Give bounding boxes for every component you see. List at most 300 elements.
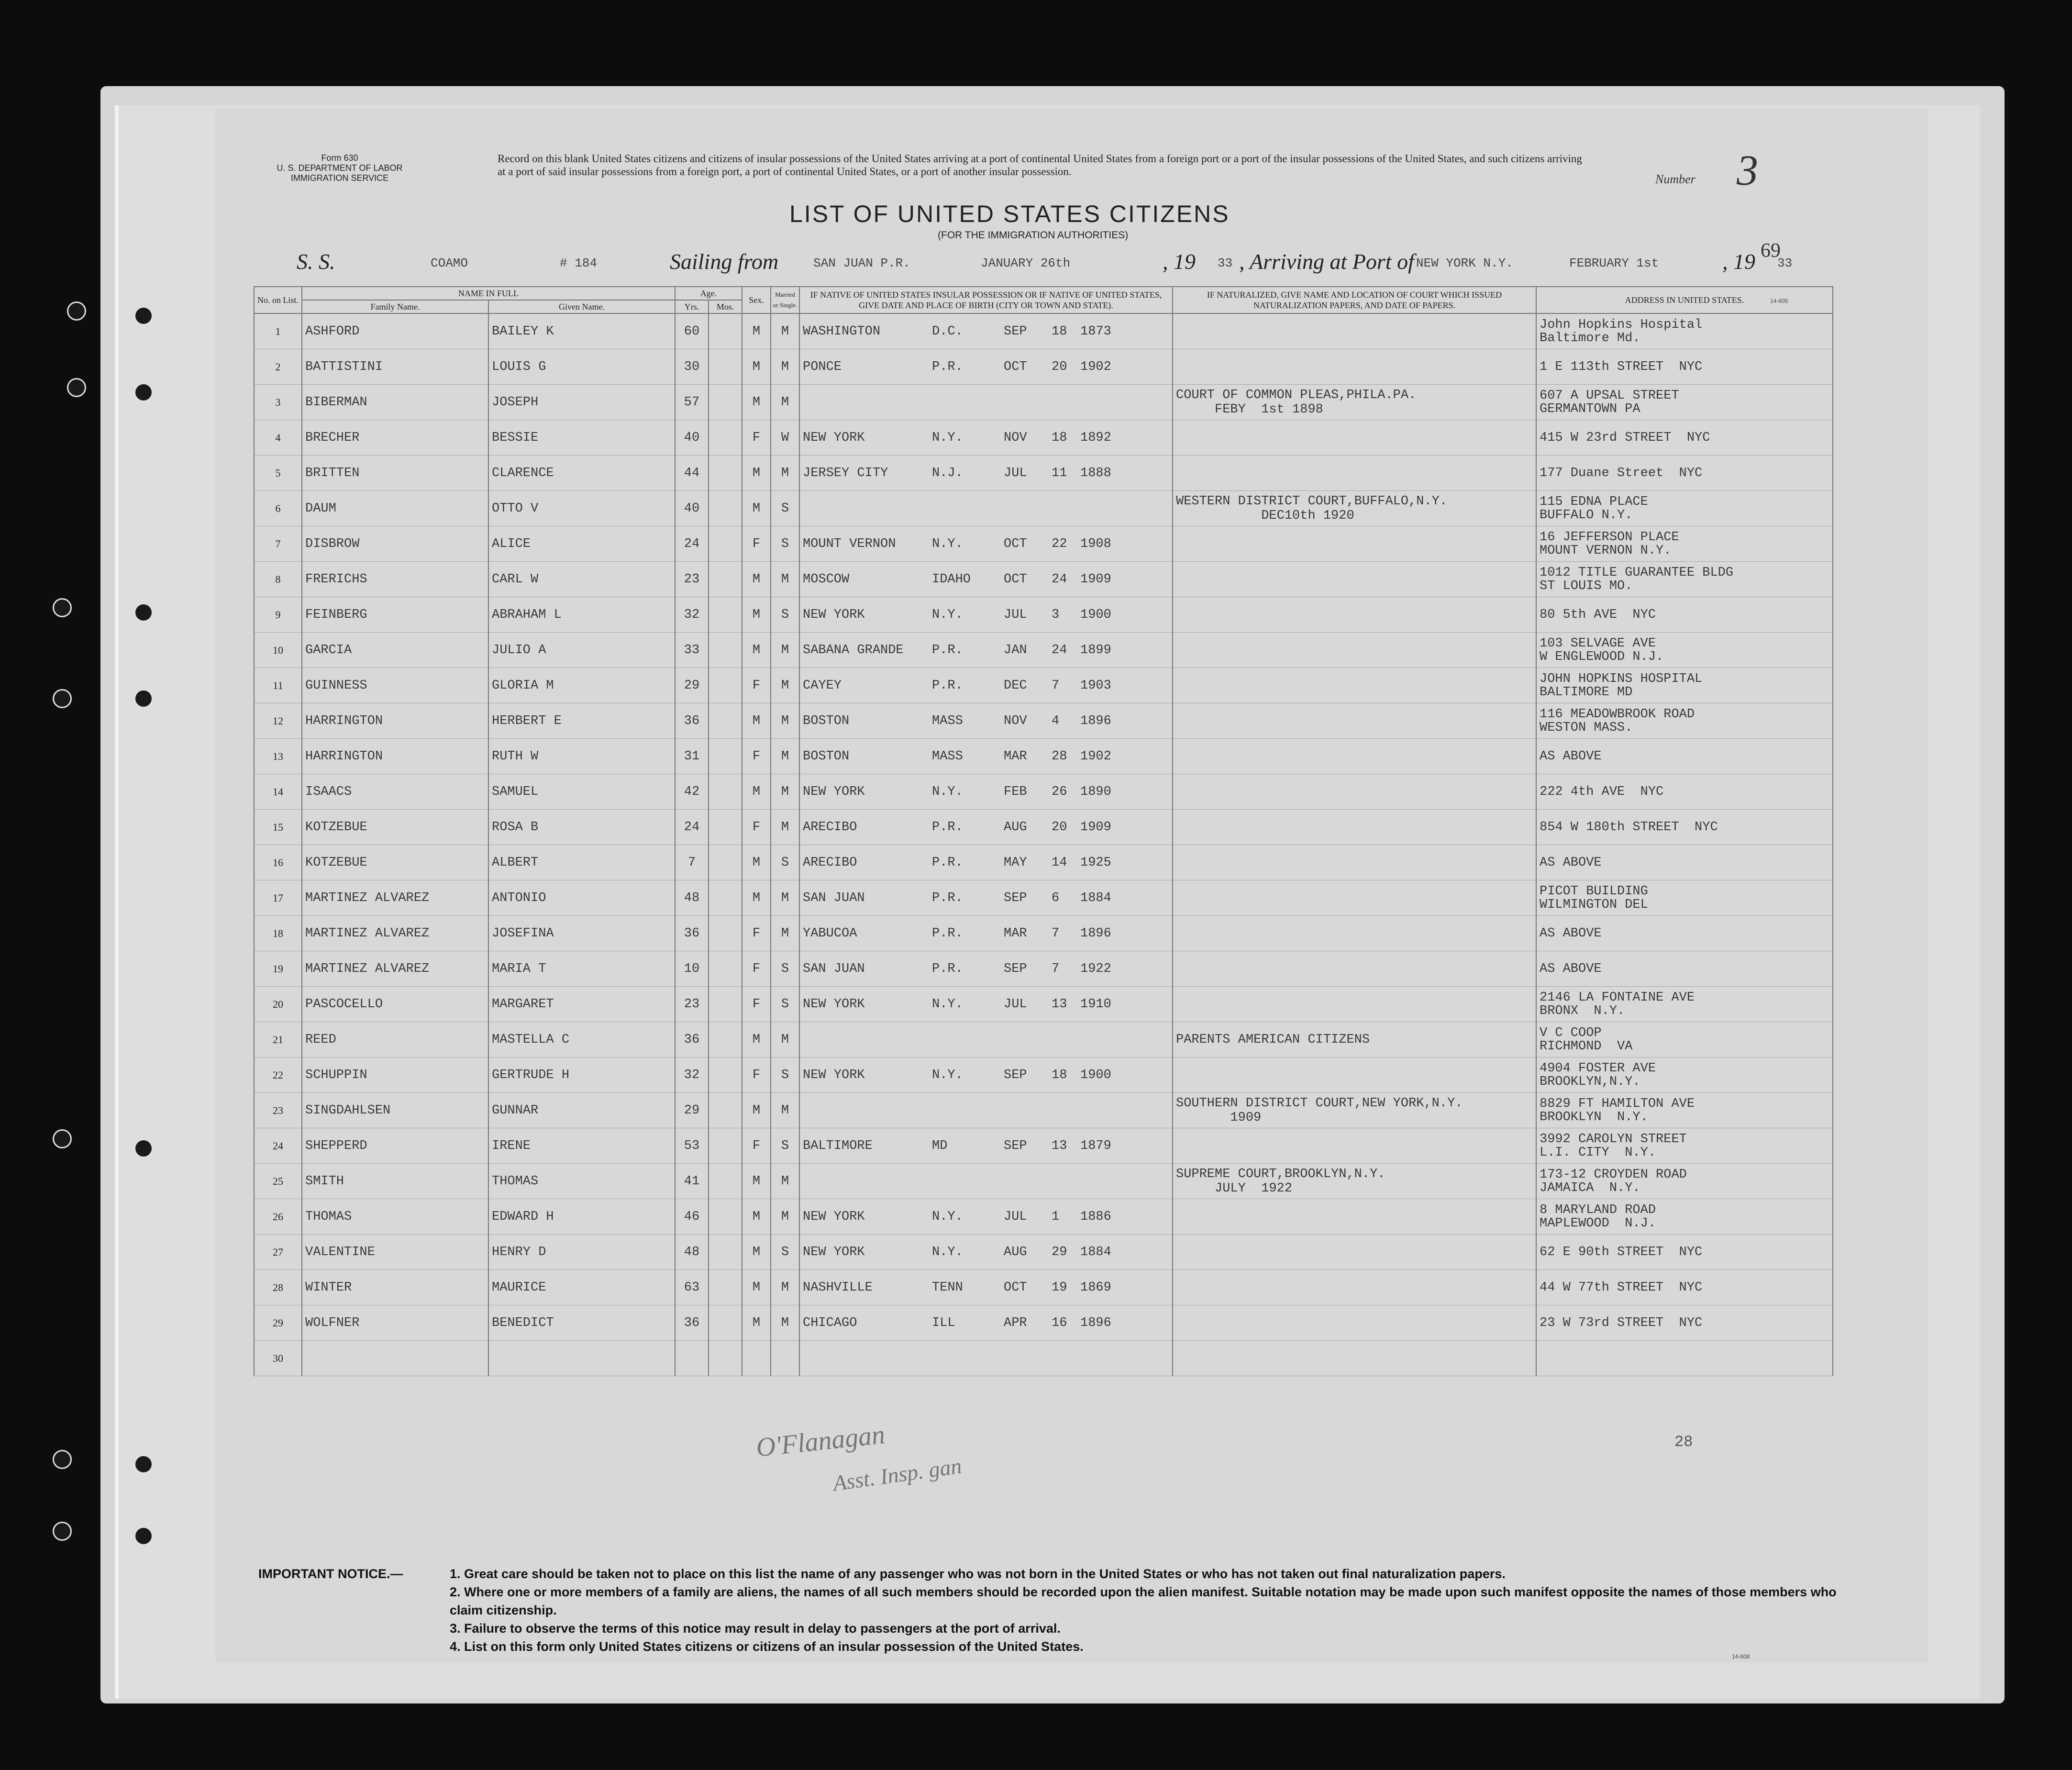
age-years-cell: 48: [675, 880, 709, 916]
birth-state: ILL: [932, 1315, 955, 1330]
age-months-cell: [709, 491, 742, 526]
birth-day: 24: [1052, 572, 1067, 587]
marital-status-cell: [771, 1341, 799, 1376]
address-cell: 607 A UPSAL STREET GERMANTOWN PA: [1536, 385, 1833, 420]
row-number: 10: [254, 633, 302, 668]
birth-city: YABUCOA: [803, 926, 857, 941]
birth-cell: [799, 420, 1173, 456]
sex-cell: M: [742, 1164, 771, 1199]
family-name-cell: HARRINGTON: [302, 739, 488, 774]
binder-hole: [53, 598, 72, 617]
birth-state: P.R.: [932, 926, 963, 941]
marital-status-cell: M: [771, 1199, 799, 1235]
page-number: 69: [1761, 240, 1781, 262]
birth-cell: [799, 1235, 1173, 1270]
row-number: 29: [254, 1305, 302, 1341]
birth-city: PONCE: [803, 359, 842, 374]
sex-cell: M: [742, 1199, 771, 1235]
family-name-cell: THOMAS: [302, 1199, 488, 1235]
row-number: 14: [254, 774, 302, 810]
age-months-cell: [709, 1058, 742, 1093]
address-cell: 8829 FT HAMILTON AVE BROOKLYN N.Y.: [1536, 1093, 1833, 1128]
birth-month: DEC: [1004, 678, 1027, 693]
given-name-cell: ANTONIO: [488, 880, 675, 916]
naturalization-cell: [1173, 703, 1536, 739]
birth-city: BOSTON: [803, 749, 850, 764]
marital-status-cell: M: [771, 916, 799, 951]
birth-cell: [799, 349, 1173, 385]
birth-month: APR: [1004, 1315, 1027, 1330]
row-number: 16: [254, 845, 302, 880]
given-name-cell: GERTRUDE H: [488, 1058, 675, 1093]
birth-month: MAR: [1004, 926, 1027, 941]
col-naturalized: IF NATURALIZED, GIVE NAME AND LOCATION OF COURT WHICH ISSUED NATURALIZATION PAPERS, AND DATE OF PAPERS.: [1173, 287, 1536, 313]
table-row: [254, 1093, 1833, 1128]
given-name-cell: SAMUEL: [488, 774, 675, 810]
birth-state: MASS: [932, 749, 963, 764]
age-months-cell: [709, 1270, 742, 1305]
row-number: 12: [254, 703, 302, 739]
given-name-cell: BENEDICT: [488, 1305, 675, 1341]
age-months-cell: [709, 633, 742, 668]
binder-hole: [67, 301, 86, 321]
table-row: [254, 1164, 1833, 1199]
row-number: 2: [254, 349, 302, 385]
birth-month: JUL: [1004, 997, 1027, 1012]
table-row: [254, 385, 1833, 420]
birth-city: ARECIBO: [803, 820, 857, 835]
birth-year: 1908: [1080, 536, 1111, 551]
birth-city: NEW YORK: [803, 1209, 865, 1224]
birth-month: FEB: [1004, 784, 1027, 799]
sex-cell: M: [742, 1305, 771, 1341]
sailing-label: Sailing from: [670, 249, 779, 274]
marital-status-cell: M: [771, 703, 799, 739]
page-title: LIST OF UNITED STATES CITIZENS: [789, 200, 1230, 227]
birth-cell: [799, 1341, 1173, 1376]
birth-state: P.R.: [932, 820, 963, 835]
family-name-cell: MARTINEZ ALVAREZ: [302, 916, 488, 951]
birth-year: 1909: [1080, 572, 1111, 587]
address-cell: AS ABOVE: [1536, 739, 1833, 774]
number-value: 3: [1737, 147, 1758, 194]
marital-status-cell: M: [771, 880, 799, 916]
address-cell: 4904 FOSTER AVE BROOKLYN,N.Y.: [1536, 1058, 1833, 1093]
handwritten-title: Asst. Insp. gan: [831, 1453, 964, 1496]
birth-cell: [799, 703, 1173, 739]
birth-state: N.Y.: [932, 536, 963, 551]
voyage-number: # 184: [560, 256, 598, 270]
address-cell: 222 4th AVE NYC: [1536, 774, 1833, 810]
birth-year: 1899: [1080, 643, 1111, 657]
birth-year: 1869: [1080, 1280, 1111, 1295]
birth-state: P.R.: [932, 961, 963, 976]
birth-city: BOSTON: [803, 713, 850, 728]
birth-state: N.Y.: [932, 784, 963, 799]
table-row: [254, 774, 1833, 810]
birth-day: 20: [1052, 820, 1067, 835]
family-name-cell: SMITH: [302, 1164, 488, 1199]
birth-year: 1879: [1080, 1138, 1111, 1153]
table-row: [254, 491, 1833, 526]
family-name-cell: KOTZEBUE: [302, 845, 488, 880]
age-months-cell: [709, 385, 742, 420]
birth-cell: [799, 739, 1173, 774]
age-years-cell: 30: [675, 349, 709, 385]
address-cell: JOHN HOPKINS HOSPITAL BALTIMORE MD: [1536, 668, 1833, 703]
age-years-cell: 24: [675, 810, 709, 845]
birth-cell: [799, 1128, 1173, 1164]
row-number: 22: [254, 1058, 302, 1093]
age-years-cell: [675, 1341, 709, 1376]
birth-year: 1900: [1080, 1068, 1111, 1082]
binder-hole: [53, 689, 72, 708]
naturalization-cell: WESTERN DISTRICT COURT,BUFFALO,N.Y. DEC10th 1920: [1173, 491, 1536, 526]
naturalization-cell: [1173, 420, 1536, 456]
row-number: 9: [254, 597, 302, 633]
arriving-year-prefix: , 19: [1722, 249, 1755, 274]
sex-cell: M: [742, 880, 771, 916]
birth-day: 13: [1052, 997, 1067, 1012]
table-row: [254, 987, 1833, 1022]
address-cell: 2146 LA FONTAINE AVE BRONX N.Y.: [1536, 987, 1833, 1022]
address-cell: AS ABOVE: [1536, 916, 1833, 951]
col-mos: Mos.: [709, 300, 742, 313]
birth-cell: [799, 845, 1173, 880]
given-name-cell: BAILEY K: [488, 313, 675, 349]
birth-cell: [799, 1022, 1173, 1058]
sex-cell: M: [742, 774, 771, 810]
row-number: 13: [254, 739, 302, 774]
table-row: [254, 1128, 1833, 1164]
small-reference: 14-605: [1770, 298, 1788, 304]
sex-cell: F: [742, 739, 771, 774]
birth-state: MASS: [932, 713, 963, 728]
col-no: No. on List.: [254, 287, 302, 313]
marital-status-cell: S: [771, 845, 799, 880]
birth-cell: [799, 491, 1173, 526]
birth-day: 24: [1052, 643, 1067, 657]
number-label: Number: [1655, 172, 1695, 186]
col-given-name: Given Name.: [488, 300, 675, 313]
age-months-cell: [709, 668, 742, 703]
sex-cell: F: [742, 916, 771, 951]
notice-lead: IMPORTANT NOTICE.—: [258, 1567, 403, 1581]
table-row: [254, 1199, 1833, 1235]
naturalization-cell: [1173, 880, 1536, 916]
sex-cell: M: [742, 597, 771, 633]
naturalization-cell: [1173, 739, 1536, 774]
given-name-cell: HERBERT E: [488, 703, 675, 739]
birth-year: 1925: [1080, 855, 1111, 870]
given-name-cell: BESSIE: [488, 420, 675, 456]
birth-cell: [799, 456, 1173, 491]
address-cell: John Hopkins Hospital Baltimore Md.: [1536, 313, 1833, 349]
birth-city: BALTIMORE: [803, 1138, 873, 1153]
birth-day: 18: [1052, 430, 1067, 445]
naturalization-cell: [1173, 1128, 1536, 1164]
marital-status-cell: M: [771, 1270, 799, 1305]
naturalization-cell: [1173, 987, 1536, 1022]
family-name-cell: SINGDAHLSEN: [302, 1093, 488, 1128]
handwritten-signature: O'Flanagan: [754, 1420, 886, 1463]
birth-day: 7: [1052, 926, 1060, 941]
age-years-cell: 42: [675, 774, 709, 810]
sex-cell: F: [742, 951, 771, 987]
row-number: 8: [254, 562, 302, 597]
ship-name: COAMO: [431, 256, 468, 270]
table-row: [254, 1305, 1833, 1341]
naturalization-cell: PARENTS AMERICAN CITIZENS: [1173, 1022, 1536, 1058]
birth-city: NEW YORK: [803, 430, 865, 445]
birth-cell: [799, 880, 1173, 916]
marital-status-cell: W: [771, 420, 799, 456]
table-row: [254, 1270, 1833, 1305]
birth-city: WASHINGTON: [803, 324, 881, 339]
row-number: 18: [254, 916, 302, 951]
address-cell: 1012 TITLE GUARANTEE BLDG ST LOUIS MO.: [1536, 562, 1833, 597]
sailing-from: SAN JUAN P.R.: [813, 256, 910, 270]
birth-state: MD: [932, 1138, 948, 1153]
birth-cell: [799, 526, 1173, 562]
birth-year: 1886: [1080, 1209, 1111, 1224]
family-name-cell: BATTISTINI: [302, 349, 488, 385]
naturalization-cell: [1173, 916, 1536, 951]
sailing-year: 33: [1218, 256, 1233, 270]
given-name-cell: ROSA B: [488, 810, 675, 845]
birth-year: 1922: [1080, 961, 1111, 976]
family-name-cell: MARTINEZ ALVAREZ: [302, 880, 488, 916]
address-cell: 103 SELVAGE AVE W ENGLEWOOD N.J.: [1536, 633, 1833, 668]
birth-cell: [799, 1199, 1173, 1235]
marital-status-cell: S: [771, 987, 799, 1022]
address-cell: 80 5th AVE NYC: [1536, 597, 1833, 633]
address-cell: 854 W 180th STREET NYC: [1536, 810, 1833, 845]
family-name-cell: GUINNESS: [302, 668, 488, 703]
table-row: [254, 1235, 1833, 1270]
family-name-cell: DISBROW: [302, 526, 488, 562]
birth-day: 26: [1052, 784, 1067, 799]
binder-hole: [53, 1129, 72, 1148]
sex-cell: F: [742, 1128, 771, 1164]
service-name: IMMIGRATION SERVICE: [290, 173, 389, 183]
table-row: [254, 562, 1833, 597]
row-number: 7: [254, 526, 302, 562]
marital-status-cell: S: [771, 951, 799, 987]
binder-hole: [67, 378, 86, 397]
age-years-cell: 36: [675, 1305, 709, 1341]
age-years-cell: 31: [675, 739, 709, 774]
marital-status-cell: M: [771, 456, 799, 491]
age-months-cell: [709, 1093, 742, 1128]
address-cell: 8 MARYLAND ROAD MAPLEWOOD N.J.: [1536, 1199, 1833, 1235]
marital-status-cell: S: [771, 491, 799, 526]
birth-year: 1896: [1080, 1315, 1111, 1330]
birth-day: 11: [1052, 466, 1067, 480]
marital-status-cell: M: [771, 313, 799, 349]
address-cell: 44 W 77th STREET NYC: [1536, 1270, 1833, 1305]
family-name-cell: BRECHER: [302, 420, 488, 456]
arriving-date: FEBRUARY 1st: [1569, 256, 1659, 270]
sex-cell: M: [742, 385, 771, 420]
ss-label: S. S.: [297, 249, 335, 274]
binder-hole: [134, 603, 153, 622]
sex-cell: M: [742, 562, 771, 597]
col-name-in-full: NAME IN FULL: [302, 287, 675, 300]
age-years-cell: 57: [675, 385, 709, 420]
age-years-cell: 36: [675, 1022, 709, 1058]
birth-city: SAN JUAN: [803, 961, 865, 976]
birth-year: 1902: [1080, 749, 1111, 764]
birth-cell: [799, 1058, 1173, 1093]
col-age: Age.: [675, 287, 742, 300]
birth-cell: [799, 810, 1173, 845]
age-months-cell: [709, 456, 742, 491]
binder-hole: [134, 689, 153, 708]
age-years-cell: 36: [675, 703, 709, 739]
birth-day: 14: [1052, 855, 1067, 870]
naturalization-cell: [1173, 456, 1536, 491]
table-row: [254, 526, 1833, 562]
age-years-cell: 7: [675, 845, 709, 880]
given-name-cell: MAURICE: [488, 1270, 675, 1305]
birth-year: 1896: [1080, 713, 1111, 728]
birth-cell: [799, 1093, 1173, 1128]
birth-cell: [799, 313, 1173, 349]
sex-cell: F: [742, 526, 771, 562]
age-years-cell: 53: [675, 1128, 709, 1164]
address-cell: 62 E 90th STREET NYC: [1536, 1235, 1833, 1270]
arriving-port: NEW YORK N.Y.: [1416, 256, 1513, 270]
age-months-cell: [709, 810, 742, 845]
address-cell: 3992 CAROLYN STREET L.I. CITY N.Y.: [1536, 1128, 1833, 1164]
sex-cell: M: [742, 1022, 771, 1058]
address-cell: [1536, 1341, 1833, 1376]
birth-day: 4: [1052, 713, 1060, 728]
given-name-cell: IRENE: [488, 1128, 675, 1164]
age-months-cell: [709, 1022, 742, 1058]
birth-day: 18: [1052, 324, 1067, 339]
naturalization-cell: [1173, 597, 1536, 633]
marital-status-cell: M: [771, 349, 799, 385]
family-name-cell: PASCOCELLO: [302, 987, 488, 1022]
birth-state: P.R.: [932, 359, 963, 374]
family-name-cell: [302, 1341, 488, 1376]
given-name-cell: EDWARD H: [488, 1199, 675, 1235]
age-months-cell: [709, 349, 742, 385]
birth-day: 16: [1052, 1315, 1067, 1330]
given-name-cell: CARL W: [488, 562, 675, 597]
row-number: 4: [254, 420, 302, 456]
row-number: 3: [254, 385, 302, 420]
table-row: [254, 739, 1833, 774]
birth-year: 1890: [1080, 784, 1111, 799]
age-months-cell: [709, 774, 742, 810]
naturalization-cell: [1173, 1341, 1536, 1376]
birth-year: 1909: [1080, 820, 1111, 835]
binder-hole: [53, 1450, 72, 1469]
birth-city: CHICAGO: [803, 1315, 857, 1330]
row-number: 23: [254, 1093, 302, 1128]
birth-month: JAN: [1004, 643, 1027, 657]
birth-month: NOV: [1004, 430, 1027, 445]
birth-state: P.R.: [932, 891, 963, 905]
age-years-cell: 32: [675, 1058, 709, 1093]
family-name-cell: GARCIA: [302, 633, 488, 668]
age-months-cell: [709, 951, 742, 987]
col-address: ADDRESS IN UNITED STATES.: [1536, 287, 1833, 313]
birth-state: TENN: [932, 1280, 963, 1295]
row-number: 30: [254, 1341, 302, 1376]
binder-hole: [53, 1522, 72, 1541]
birth-state: N.Y.: [932, 1068, 963, 1082]
sex-cell: M: [742, 1093, 771, 1128]
age-years-cell: 33: [675, 633, 709, 668]
birth-month: SEP: [1004, 961, 1027, 976]
birth-city: MOUNT VERNON: [803, 536, 896, 551]
address-cell: AS ABOVE: [1536, 951, 1833, 987]
birth-month: NOV: [1004, 713, 1027, 728]
page-subtitle: (FOR THE IMMIGRATION AUTHORITIES): [938, 230, 1129, 241]
family-name-cell: WINTER: [302, 1270, 488, 1305]
birth-year: 1888: [1080, 466, 1111, 480]
arriving-year: 33: [1777, 256, 1793, 270]
marital-status-cell: M: [771, 739, 799, 774]
family-name-cell: ISAACS: [302, 774, 488, 810]
birth-month: OCT: [1004, 572, 1027, 587]
birth-year: 1900: [1080, 607, 1111, 622]
sex-cell: M: [742, 633, 771, 668]
table-row: [254, 668, 1833, 703]
binder-hole: [134, 1526, 153, 1546]
birth-city: NEW YORK: [803, 607, 865, 622]
address-cell: AS ABOVE: [1536, 845, 1833, 880]
binder-hole: [134, 306, 153, 325]
age-years-cell: 46: [675, 1199, 709, 1235]
sex-cell: F: [742, 987, 771, 1022]
birth-state: N.Y.: [932, 997, 963, 1012]
notice-item-2: 2. Where one or more members of a family are aliens, the names of all such members should be recorded upon the alien manifest. Suitable notation may be made upon such manifest opposite the names of those members who claim citizenship.: [450, 1585, 1837, 1617]
naturalization-cell: [1173, 562, 1536, 597]
naturalization-cell: [1173, 810, 1536, 845]
table-row: [254, 916, 1833, 951]
sex-cell: M: [742, 845, 771, 880]
birth-year: 1884: [1080, 1245, 1111, 1259]
birth-cell: [799, 987, 1173, 1022]
given-name-cell: JULIO A: [488, 633, 675, 668]
birth-state: P.R.: [932, 678, 963, 693]
age-months-cell: [709, 420, 742, 456]
address-cell: 415 W 23rd STREET NYC: [1536, 420, 1833, 456]
sex-cell: M: [742, 349, 771, 385]
age-months-cell: [709, 703, 742, 739]
given-name-cell: HENRY D: [488, 1235, 675, 1270]
row-number: 25: [254, 1164, 302, 1199]
birth-year: 1902: [1080, 359, 1111, 374]
table-row: [254, 349, 1833, 385]
birth-month: MAR: [1004, 749, 1027, 764]
naturalization-cell: [1173, 845, 1536, 880]
notice-item-1: 1. Great care should be taken not to place on this list the name of any passenger who was not born in the United States or who has not taken out final naturalization papers.: [450, 1567, 1506, 1581]
naturalization-cell: [1173, 1058, 1536, 1093]
birth-cell: [799, 597, 1173, 633]
given-name-cell: THOMAS: [488, 1164, 675, 1199]
sex-cell: [742, 1341, 771, 1376]
row-number: 27: [254, 1235, 302, 1270]
birth-month: OCT: [1004, 536, 1027, 551]
birth-day: 13: [1052, 1138, 1067, 1153]
marital-status-cell: S: [771, 1058, 799, 1093]
